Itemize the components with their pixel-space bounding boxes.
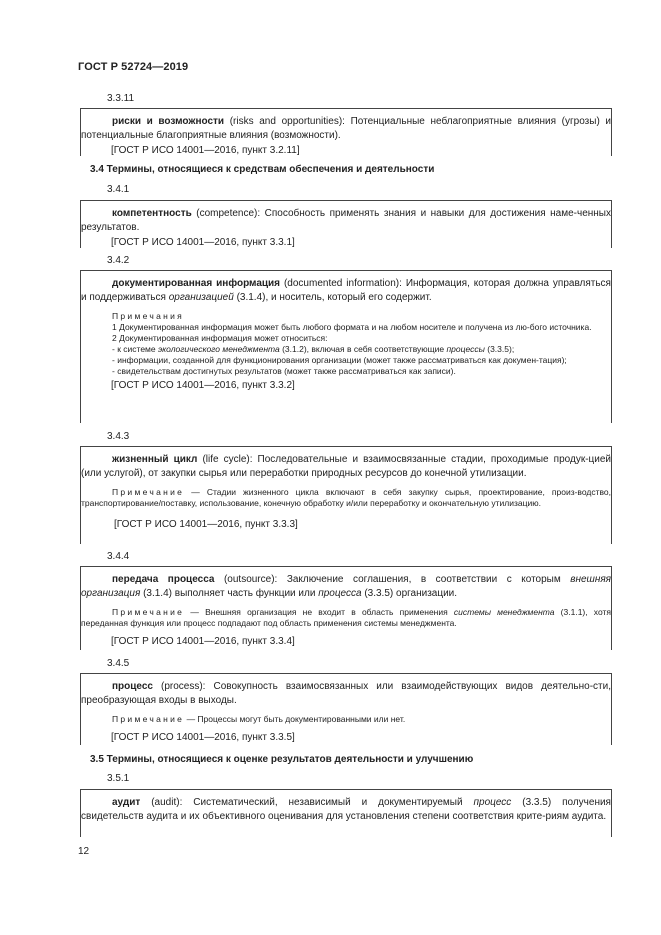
term-box	[80, 673, 612, 745]
section-heading: 3.4 Термины, относящиеся к средствам обеспечения и деятельности	[90, 164, 435, 175]
term-number: 3.4.1	[107, 184, 130, 195]
section-heading: 3.5 Термины, относящиеся к оценке результатов деятельности и улучшению	[90, 754, 474, 765]
term-box	[80, 566, 612, 650]
term-reference: [ГОСТ Р ИСО 14001—2016, пункт 3.3.1]	[111, 236, 295, 248]
term-box	[80, 789, 612, 837]
term-name: аудит	[112, 797, 141, 808]
term-name: процесс	[112, 681, 153, 692]
note-1: 1 Документированная информация может быть любого формата и на любом носителе и получена из лю-бого источника.	[112, 321, 592, 332]
term-name: риски и возможности	[112, 116, 225, 127]
term-definition: риски и возможности (risks and opportunities): Потенциальные неблагоприятные влияния (угрозы) и потенциальные благоприятные влияния (возможности).	[81, 116, 611, 142]
term-reference: [ГОСТ Р ИСО 14001—2016, пункт 3.2.11]	[111, 144, 300, 156]
page-number: 12	[78, 846, 90, 857]
term-definition: процесс (process): Совокупность взаимосвязанных или взаимодействующих видов деятельно-сти, преобразующая входы в выходы.	[81, 681, 611, 707]
note-bullet: - свидетельствам достигнутых результатов (может также рассматриваться как записи).	[112, 365, 456, 376]
term-definition: документированная информация (documented information): Информация, которая должна управляться и поддерживаться организацией (3.1.4), и носитель, который его содержит.	[81, 278, 611, 304]
term-note: Примечание — Стадии жизненного цикла включают в себя закупку сырья, проектирование, произ-водство, транспортирование/поставку, использование, конечную обработку и/или переработку и окончательную утилизацию.	[81, 486, 611, 508]
term-number: 3.4.3	[107, 431, 130, 442]
term-note: Примечание — Внешняя организация не входит в область применения системы менеджмента (3.1.1), хотя переданная функция или процесс подпадают под область применения системы менеджмента.	[81, 606, 611, 628]
term-definition: компетентность (competence): Способность применять знания и навыки для достижения наме-ченных результатов.	[81, 208, 611, 234]
term-definition: аудит (audit): Систематический, независимый и документируемый процесс (3.3.5) получения свидетельств аудита и их объективного оценивания для установления степени соответствия крите-риям аудита.	[81, 797, 611, 823]
term-reference: [ГОСТ Р ИСО 14001—2016, пункт 3.3.2]	[111, 379, 295, 391]
term-box	[80, 200, 612, 248]
term-name: документированная информация	[112, 278, 281, 289]
term-reference: [ГОСТ Р ИСО 14001—2016, пункт 3.3.4]	[111, 635, 295, 647]
note-bullet: - информации, созданной для функционирования организации (может также рассматриваться как докумен-тация);	[112, 354, 567, 365]
term-note: Примечание — Процессы могут быть документированными или нет.	[112, 713, 406, 724]
term-name: передача процесса	[112, 574, 215, 585]
term-box	[80, 108, 612, 156]
document-header: ГОСТ Р 52724—2019	[78, 61, 189, 73]
note-bullet: - к системе экологического менеджмента (3.1.2), включая в себя соответствующие процессы (3.3.5);	[112, 343, 515, 354]
term-name: жизненный цикл	[112, 454, 198, 465]
term-reference: [ГОСТ Р ИСО 14001—2016, пункт 3.3.5]	[111, 731, 295, 743]
term-number: 3.3.11	[107, 93, 135, 104]
term-name: компетентность	[112, 208, 192, 219]
term-definition: жизненный цикл (life cycle): Последовательные и взаимосвязанные стадии, проходимые продук-цией (или услугой), от закупки сырья или переработки природных ресурсов до конечной утилизации.	[81, 454, 611, 480]
term-definition: передача процесса (outsource): Заключение соглашения, в соответствии с которым внешняя организация (3.1.4) выполняет часть функции или процесса (3.3.5) организации.	[81, 574, 612, 600]
note-2: 2 Документированная информация может относиться:	[112, 332, 328, 343]
term-box	[80, 270, 612, 423]
term-reference: [ГОСТ Р ИСО 14001—2016, пункт 3.3.3]	[114, 518, 298, 530]
notes-label: Примечания	[112, 310, 185, 321]
term-number: 3.4.5	[107, 658, 130, 669]
term-number: 3.4.2	[107, 255, 130, 266]
term-box	[80, 446, 612, 544]
term-number: 3.4.4	[107, 551, 130, 562]
term-number: 3.5.1	[107, 773, 130, 784]
